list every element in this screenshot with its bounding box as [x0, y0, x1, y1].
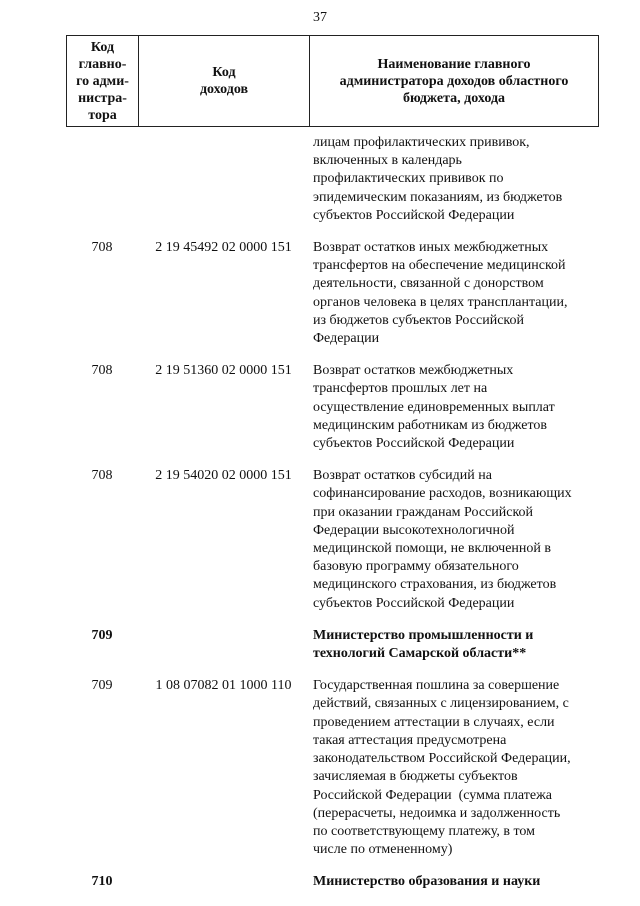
row-name: Возврат остатков субсидий на софинансирование расходов, возникающих при оказании гражданам Российской Федерации высокотехнологичной медицинской помощи, не включенной в базовую программу обязательного медицинского страхования, из бюджетов субъектов Российской Федерации — [313, 468, 572, 611]
row-name: Возврат остатков иных межбюджетных трансфертов на обеспечение медицинской деятельности, связанной с донорством органов человека в целях трансплантации, из бюджетов субъектов Российской Федерации — [313, 240, 568, 347]
page-number: 37 — [313, 10, 327, 25]
table-header — [66, 35, 599, 127]
table-body — [66, 134, 599, 906]
header-name-label: Наименование главного администратора доходов областного бюджета, дохода — [339, 56, 569, 106]
header-admin-code-label: Код главно- го адми- нистра- тора — [76, 39, 129, 123]
row-name: Возврат остатков межбюджетных трансфертов прошлых лет на осуществление единовременных выплат медицинским работникам из бюджетов субъектов Российской Федерации — [313, 363, 555, 452]
row-admin-code: 708 — [91, 240, 113, 256]
table-row — [66, 362, 599, 453]
table-row — [66, 239, 599, 348]
row-name: лицам профилактических прививок, включенных в календарь профилактических прививок по эпидемическим показаниям, из бюджетов субъектов Российской Федерации — [313, 135, 563, 223]
row-admin-code — [66, 134, 138, 225]
row-admin-code: 709 — [91, 678, 113, 694]
table-row — [66, 677, 599, 859]
table-row — [66, 467, 599, 613]
header-income-code-label: Код доходов — [199, 65, 249, 97]
row-admin-code: 710 — [91, 874, 113, 890]
row-income-code — [138, 873, 309, 891]
table-row-section — [66, 873, 599, 891]
table-row-section — [66, 627, 599, 663]
header-admin-code — [67, 36, 139, 126]
table-row — [66, 134, 599, 225]
row-income-code: 2 19 45492 02 0000 151 — [155, 240, 292, 256]
header-name — [310, 36, 598, 126]
row-income-code — [138, 627, 309, 663]
row-income-code: 2 19 54020 02 0000 151 — [155, 468, 292, 484]
row-name: Государственная пошлина за совершение действий, связанных с лицензированием, с проведением аттестации в случаях, если такая аттестация предусмотрена законодательством Российской Федерации, зачисляемая в бюджеты субъектов Российской Федерации (сумма платежа (перерасчеты, недоимка и задолженность по соответствующему платежу, в том числе по отмененному) — [313, 678, 571, 858]
row-name: Министерство промышленности и технологий Самарской области** — [313, 627, 534, 662]
row-income-code — [138, 134, 309, 225]
header-income-code — [139, 36, 310, 126]
row-admin-code: 708 — [91, 468, 113, 484]
row-income-code: 2 19 51360 02 0000 151 — [155, 363, 292, 379]
row-name: Министерство образования и науки — [313, 874, 541, 890]
row-admin-code: 709 — [91, 627, 113, 643]
row-income-code: 1 08 07082 01 1000 110 — [155, 678, 292, 694]
row-admin-code: 708 — [91, 363, 113, 379]
